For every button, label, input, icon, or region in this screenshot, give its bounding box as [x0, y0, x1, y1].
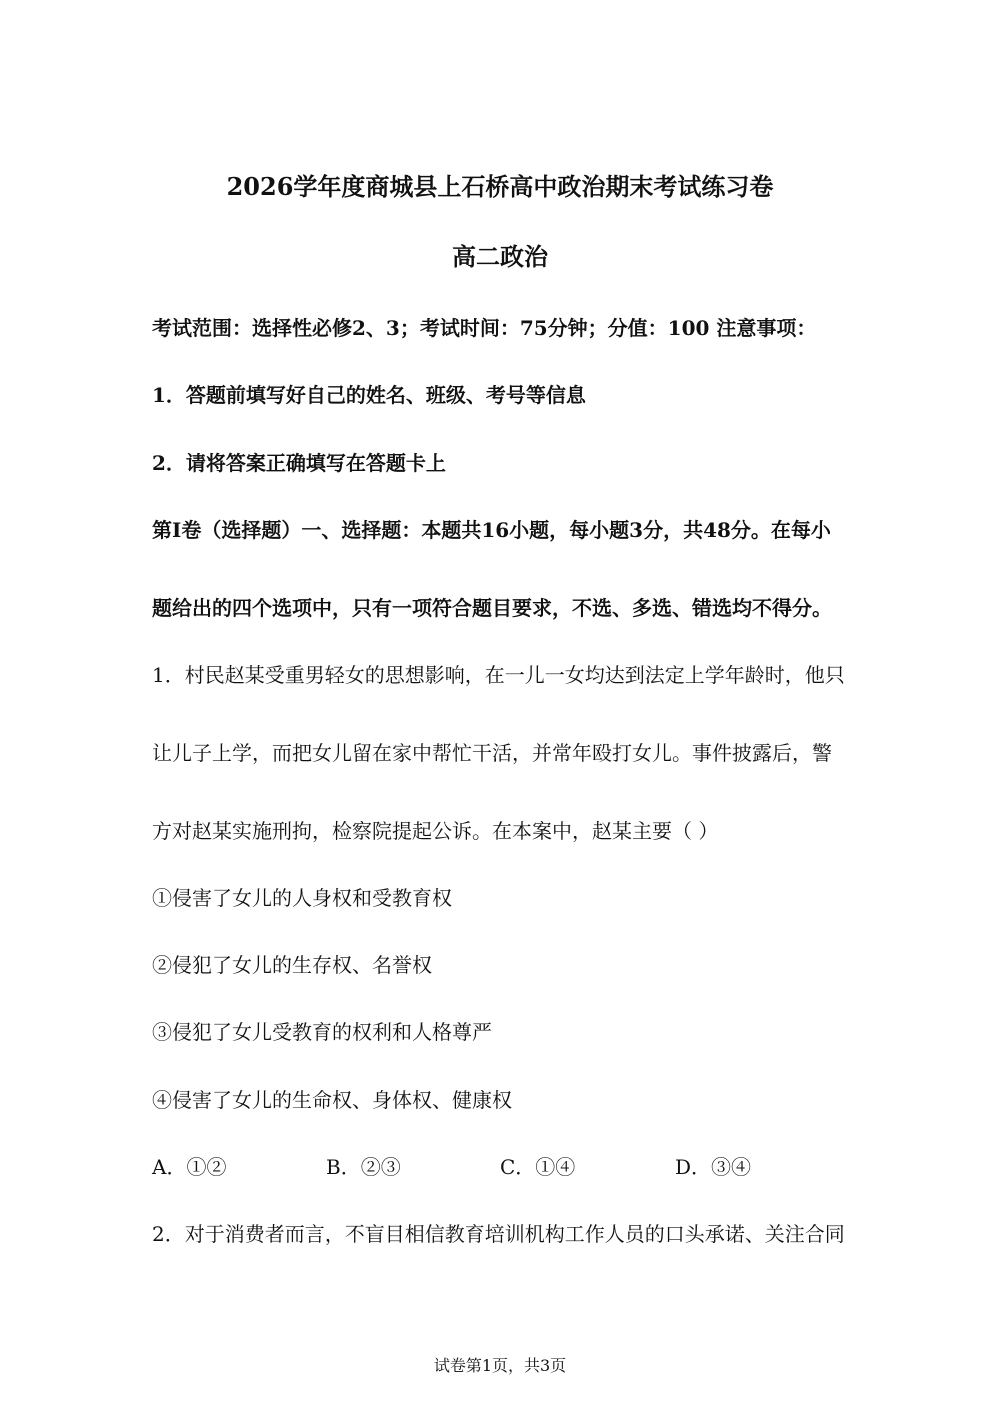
question-1-option-c: C．①④: [500, 1155, 576, 1179]
question-1-statement-2: ②侵犯了女儿的生存权、名誉权: [152, 953, 432, 977]
section-heading-line-1: 第I卷（选择题）一、选择题：本题共16小题，每小题3分，共48分。在每小: [152, 518, 831, 542]
exam-info: 考试范围：选择性必修2、3；考试时间：75分钟；分值：100 注意事项：: [152, 316, 817, 340]
question-1-option-b: B．②③: [326, 1155, 401, 1179]
question-1-stem-line-1: 1．村民赵某受重男轻女的思想影响，在一儿一女均达到法定上学年龄时，他只: [152, 663, 845, 687]
question-2-stem-line-1: 2．对于消费者而言，不盲目相信教育培训机构工作人员的口头承诺、关注合同: [152, 1222, 845, 1246]
instruction-2: 2．请将答案正确填写在答题卡上: [152, 451, 446, 475]
instruction-1: 1．答题前填写好自己的姓名、班级、考号等信息: [152, 383, 586, 407]
question-1-option-a: A．①②: [152, 1155, 227, 1179]
exam-subtitle: 高二政治: [452, 242, 548, 271]
question-1-statement-1: ①侵害了女儿的人身权和受教育权: [152, 886, 452, 910]
section-heading-line-2: 题给出的四个选项中，只有一项符合题目要求，不选、多选、错选均不得分。: [152, 596, 832, 620]
question-1-stem-line-2: 让儿子上学，而把女儿留在家中帮忙干活，并常年殴打女儿。事件披露后，警: [152, 741, 832, 765]
exam-title: 2026学年度商城县上石桥高中政治期末考试练习卷: [226, 172, 774, 201]
page-footer: 试卷第1页，共3页: [433, 1356, 567, 1375]
question-1-statement-3: ③侵犯了女儿受教育的权利和人格尊严: [152, 1020, 492, 1044]
question-1-option-d: D．③④: [675, 1155, 752, 1179]
question-1-statement-4: ④侵害了女儿的生命权、身体权、健康权: [152, 1088, 512, 1112]
question-1-stem-line-3: 方对赵某实施刑拘，检察院提起公诉。在本案中，赵某主要（ ）: [152, 819, 719, 843]
